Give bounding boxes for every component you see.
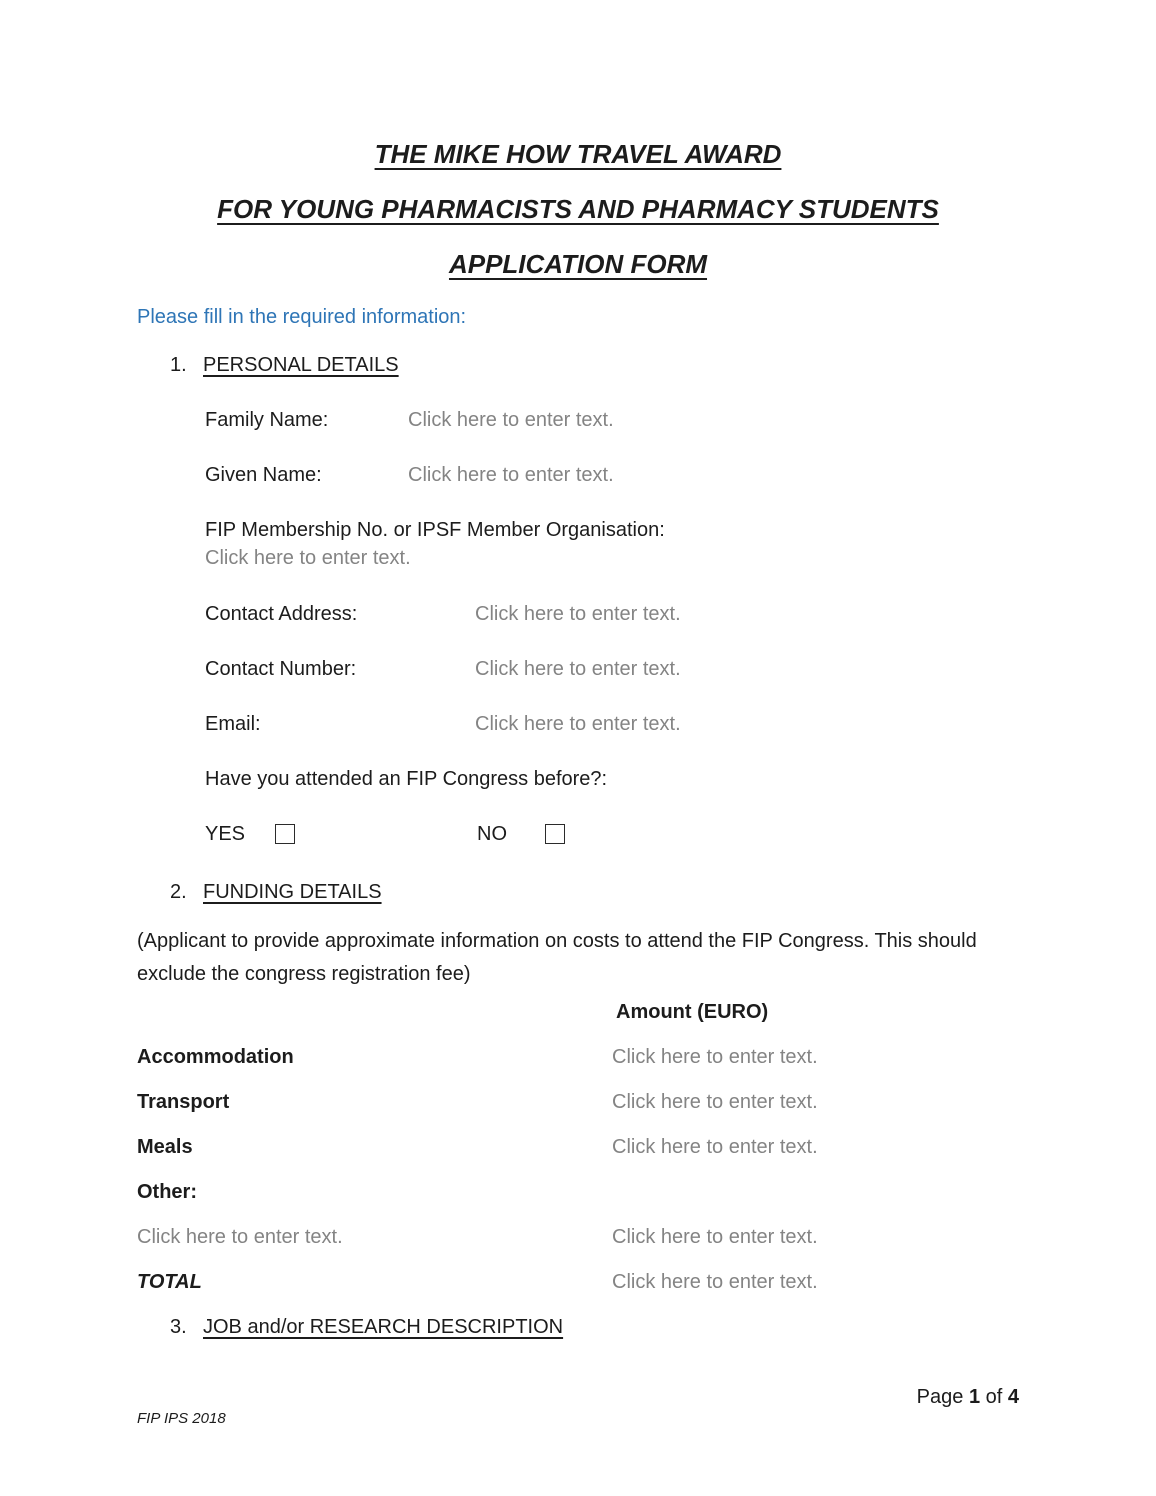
document-title-line2-text: FOR YOUNG PHARMACISTS AND PHARMACY STUDENTS [217, 194, 939, 224]
accommodation-label: Accommodation [137, 1046, 294, 1068]
funding-note: (Applicant to provide approximate information on costs to attend the FIP Congress. This should exclude the congress registration fee) [137, 930, 977, 985]
meals-row [137, 1136, 1019, 1158]
meals-amount-field[interactable]: Click here to enter text. [612, 1136, 818, 1158]
section-number-1: 1. [170, 354, 187, 376]
yes-checkbox[interactable] [275, 824, 295, 844]
email-row [137, 713, 1019, 735]
document-title-line1 [137, 141, 1019, 167]
total-label: TOTAL [137, 1271, 202, 1293]
contact-address-label: Contact Address: [205, 603, 358, 625]
yes-label: YES [205, 823, 246, 845]
amount-euro-header: Amount (EURO) [616, 1001, 769, 1023]
membership-row [137, 519, 1019, 569]
section-title-job-description: JOB and/or RESEARCH DESCRIPTION [203, 1316, 564, 1338]
family-name-field[interactable]: Click here to enter text. [408, 409, 614, 431]
total-amount-field[interactable]: Click here to enter text. [612, 1271, 818, 1293]
given-name-field[interactable]: Click here to enter text. [408, 464, 614, 486]
section-number-2: 2. [170, 881, 187, 903]
accommodation-row [137, 1046, 1019, 1068]
contact-number-field[interactable]: Click here to enter text. [475, 658, 681, 680]
page-word: Page [916, 1386, 964, 1408]
section-heading-job-description [137, 1316, 1019, 1338]
total-page-count: 4 [1007, 1386, 1019, 1408]
transport-label: Transport [137, 1091, 230, 1113]
section-number-3: 3. [170, 1316, 187, 1338]
congress-question: Have you attended an FIP Congress before?: [205, 768, 608, 790]
other-amount-field[interactable]: Click here to enter text. [612, 1226, 818, 1248]
contact-address-row [137, 603, 1019, 625]
no-checkbox[interactable] [545, 824, 565, 844]
section-heading-personal-details [137, 354, 1019, 376]
given-name-row [137, 464, 1019, 486]
meals-label: Meals [137, 1136, 193, 1158]
document-title-line3 [137, 251, 1019, 277]
section-title-personal-details: PERSONAL DETAILS [203, 354, 399, 376]
current-page-number: 1 [968, 1386, 981, 1408]
other-description-field[interactable]: Click here to enter text. [137, 1226, 343, 1248]
contact-number-row [137, 658, 1019, 680]
total-row [137, 1271, 1019, 1293]
membership-field[interactable]: Click here to enter text. [205, 547, 411, 569]
transport-row [137, 1091, 1019, 1113]
document-title-line2 [137, 196, 1019, 222]
given-name-label: Given Name: [205, 464, 322, 486]
document-title-line1-text: THE MIKE HOW TRAVEL AWARD [374, 139, 782, 169]
intro-instruction: Please fill in the required information: [137, 306, 467, 328]
accommodation-amount-field[interactable]: Click here to enter text. [612, 1046, 818, 1068]
other-fields-row [137, 1226, 1019, 1248]
family-name-row [137, 409, 1019, 431]
email-label: Email: [205, 713, 261, 735]
email-field[interactable]: Click here to enter text. [475, 713, 681, 735]
of-word: of [985, 1386, 1003, 1408]
transport-amount-field[interactable]: Click here to enter text. [612, 1091, 818, 1113]
no-label: NO [477, 823, 507, 845]
page-number-indicator [917, 1386, 1019, 1408]
congress-yesno-row [137, 823, 1019, 845]
section-heading-funding-details [137, 881, 1019, 903]
document-title-line3-text: APPLICATION FORM [448, 249, 708, 279]
membership-label: FIP Membership No. or IPSF Member Organisation: [205, 519, 665, 541]
section-title-funding-details: FUNDING DETAILS [203, 881, 382, 903]
other-label: Other: [137, 1181, 197, 1203]
contact-address-field[interactable]: Click here to enter text. [475, 603, 681, 625]
document-reference: FIP IPS 2018 [137, 1410, 226, 1427]
family-name-label: Family Name: [205, 409, 329, 431]
contact-number-label: Contact Number: [205, 658, 357, 680]
other-label-row [137, 1181, 1019, 1203]
